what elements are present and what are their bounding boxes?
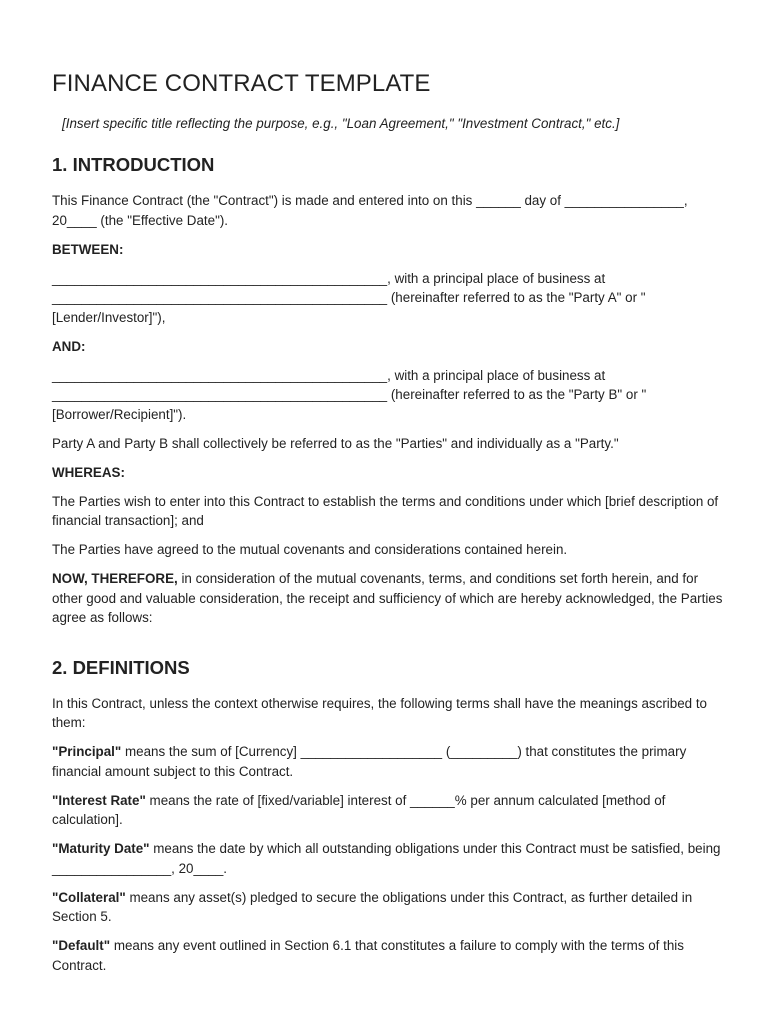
definition-text: means the sum of [Currency] ___________________ (_________) that constitutes the primary financial amount subject to this Contract.	[52, 744, 687, 779]
party-a-paragraph: _____________________________________________, with a principal place of business at _____________________________________________ (hereinafter referred to as the "Party A" or "[Lender/Investor]"),	[52, 270, 646, 325]
party-b-paragraph: _____________________________________________, with a principal place of business at _____________________________________________ (hereinafter referred to as the "Party B" or "[Borrower/Recipient]").	[52, 367, 647, 422]
document-subtitle: [Insert specific title reflecting the purpose, e.g., "Loan Agreement," "Investment Contract," etc.]	[62, 116, 620, 131]
definition-maturity-date	[52, 839, 724, 878]
now-therefore-label: NOW, THEREFORE,	[52, 571, 178, 586]
whereas-label: WHEREAS:	[52, 464, 125, 480]
now-therefore-paragraph	[52, 569, 724, 628]
document-page	[52, 68, 724, 975]
definition-default	[52, 936, 724, 975]
intro-paragraph: This Finance Contract (the "Contract") is made and entered into on this ______ day of ________________, 20____ (the "Effective Date").	[52, 193, 688, 228]
definition-term: "Principal"	[52, 744, 122, 759]
whereas-paragraph-2: The Parties have agreed to the mutual covenants and considerations contained herein.	[52, 542, 568, 557]
now-therefore-text: in consideration of the mutual covenants, terms, and conditions set forth herein, and for other good and valuable consideration, the receipt and sufficiency of which are hereby acknowledged, the Parties agree as follows:	[52, 571, 723, 625]
definition-text: means any asset(s) pledged to secure the obligations under this Contract, as further detailed in Section 5.	[52, 889, 693, 924]
whereas-paragraph-1: The Parties wish to enter into this Contract to establish the terms and conditions under which [brief description of financial transaction]; and	[52, 493, 719, 528]
parties-paragraph: Party A and Party B shall collectively be referred to as the "Parties" and individually as a "Party."	[52, 435, 619, 451]
definition-term: "Default"	[52, 938, 111, 953]
definition-text: means any event outlined in Section 6.1 that constitutes a failure to comply with the terms of this Contract.	[52, 938, 684, 973]
document-title: FINANCE CONTRACT TEMPLATE	[52, 70, 431, 97]
and-label: AND:	[52, 338, 86, 354]
section-1-heading: 1. INTRODUCTION	[52, 154, 215, 175]
definition-collateral	[52, 888, 724, 927]
definition-text: means the date by which all outstanding obligations under this Contract must be satisfied, being ________________, 20____.	[52, 841, 721, 876]
definition-interest-rate	[52, 791, 724, 830]
definition-term: "Interest Rate"	[52, 792, 146, 808]
definition-term: "Collateral"	[52, 889, 126, 905]
definition-principal	[52, 742, 724, 781]
between-label: BETWEEN:	[52, 241, 124, 257]
section-2-heading: 2. DEFINITIONS	[52, 656, 190, 678]
definitions-intro: In this Contract, unless the context otherwise requires, the following terms shall have the meanings ascribed to them:	[52, 695, 707, 730]
definition-text: means the rate of [fixed/variable] interest of ______% per annum calculated [method of calculation].	[52, 792, 666, 827]
definition-term: "Maturity Date"	[52, 841, 150, 856]
